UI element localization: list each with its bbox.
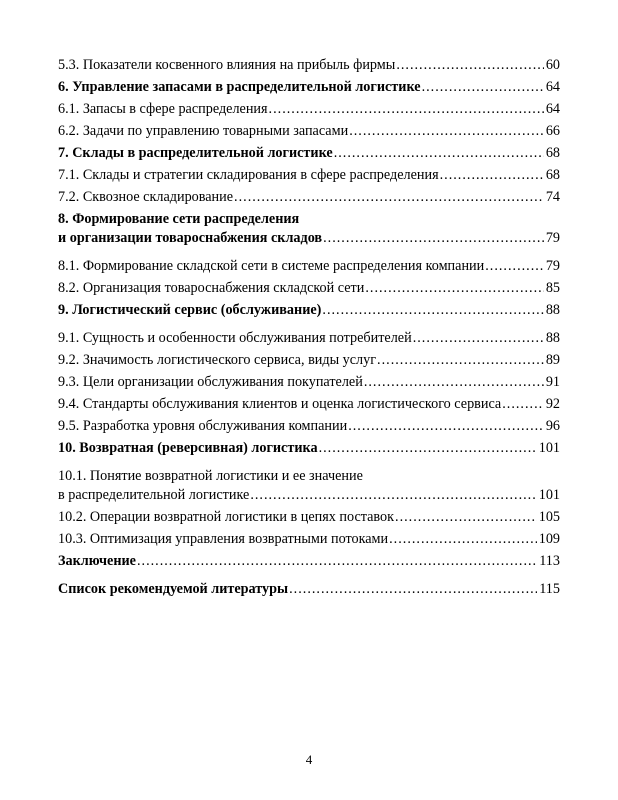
toc-entry-page: 74	[545, 189, 560, 205]
dot-leader	[502, 395, 544, 414]
toc-entry-page: 101	[538, 440, 560, 456]
toc-entry-title: 9.4. Стандарты обслуживания клиентов и оценка логистического сервиса	[58, 396, 502, 412]
toc-entry-title: 6. Управление запасами в распределительной логистике	[58, 79, 421, 95]
toc-entry-title: 5.3. Показатели косвенного влияния на прибыль фирмы	[58, 57, 396, 73]
toc-entry-conclusion	[58, 552, 560, 571]
dot-leader	[422, 78, 544, 97]
toc-entry-title: 7.1. Склады и стратегии складирования в сфере распределения	[58, 167, 439, 183]
dot-leader	[334, 144, 544, 163]
table-of-contents	[58, 56, 560, 599]
toc-entry-title: 9. Логистический сервис (обслуживание)	[58, 302, 322, 318]
toc-entry-page: 68	[545, 145, 560, 161]
dot-leader	[349, 122, 544, 141]
toc-entry-title: 7. Склады в распределительной логистике	[58, 145, 333, 161]
toc-entry-title: 8.2. Организация товароснабжения складской сети	[58, 280, 365, 296]
toc-entry-page: 101	[538, 487, 560, 503]
toc-entry-title: 10. Возвратная (реверсивная) логистика	[58, 440, 318, 456]
dot-leader	[289, 580, 537, 599]
toc-entry-6-2	[58, 122, 560, 141]
toc-entry-references	[58, 580, 560, 599]
toc-entry-title: Список рекомендуемой литературы	[58, 581, 289, 597]
dot-leader	[322, 301, 543, 320]
toc-entry-page: 113	[539, 553, 560, 569]
toc-entry-page: 92	[545, 396, 560, 412]
toc-entry-title-line1: 8. Формирование сети распределения	[58, 211, 300, 227]
toc-entry-9-2	[58, 351, 560, 370]
toc-entry-6-1	[58, 100, 560, 119]
dot-leader	[250, 486, 536, 505]
toc-entry-title: 7.2. Сквозное складирование	[58, 189, 234, 205]
toc-entry-6	[58, 78, 560, 97]
dot-leader	[323, 229, 544, 248]
dot-leader	[364, 373, 544, 392]
toc-entry-page: 85	[545, 280, 560, 296]
toc-entry-page: 105	[538, 509, 560, 525]
toc-entry-9-4	[58, 395, 560, 414]
toc-entry-title: 6.2. Задачи по управлению товарными запасами	[58, 123, 349, 139]
dot-leader	[440, 166, 544, 185]
toc-entry-title-line1: 10.1. Понятие возвратной логистики и ее значение	[58, 468, 363, 484]
dot-leader	[377, 351, 544, 370]
dot-leader	[365, 279, 543, 298]
toc-entry-10-1	[58, 467, 560, 505]
dot-leader	[234, 188, 544, 207]
dot-leader	[348, 417, 544, 436]
toc-entry-page: 96	[545, 418, 560, 434]
toc-entry-title: 9.3. Цели организации обслуживания покупателей	[58, 374, 363, 390]
toc-entry-8	[58, 210, 560, 248]
dot-leader	[485, 257, 544, 276]
toc-entry-page: 68	[545, 167, 560, 183]
toc-entry-title: 6.1. Запасы в сфере распределения	[58, 101, 268, 117]
toc-entry-page: 64	[545, 79, 560, 95]
toc-entry-page: 91	[545, 374, 560, 390]
toc-entry-page: 64	[545, 101, 560, 117]
toc-entry-9-1	[58, 329, 560, 348]
toc-entry-page: 60	[545, 57, 560, 73]
dot-leader	[396, 56, 544, 75]
toc-entry-title: Заключение	[58, 553, 136, 569]
toc-entry-page: 115	[539, 581, 560, 597]
toc-entry-page: 89	[545, 352, 560, 368]
toc-entry-title: 10.2. Операции возвратной логистики в цепях поставок	[58, 509, 395, 525]
toc-entry-title: 9.2. Значимость логистического сервиса, виды услуг	[58, 352, 377, 368]
toc-entry-8-1	[58, 257, 560, 276]
toc-entry-page: 66	[545, 123, 560, 139]
toc-entry-page: 88	[545, 330, 560, 346]
toc-entry-9	[58, 301, 560, 320]
toc-entry-9-5	[58, 417, 560, 436]
toc-entry-title: и организации товароснабжения складов	[58, 230, 323, 246]
toc-entry-8-2	[58, 279, 560, 298]
toc-entry-title: в распределительной логистике	[58, 487, 250, 503]
toc-entry-7-2	[58, 188, 560, 207]
toc-entry-10-2	[58, 508, 560, 527]
dot-leader	[137, 552, 537, 571]
toc-entry-5-3	[58, 56, 560, 75]
toc-entry-7	[58, 144, 560, 163]
dot-leader	[389, 530, 537, 549]
toc-entry-9-3	[58, 373, 560, 392]
toc-entry-page: 79	[545, 230, 560, 246]
dot-leader	[413, 329, 544, 348]
toc-entry-page: 109	[538, 531, 560, 547]
toc-entry-title: 10.3. Оптимизация управления возвратными потоками	[58, 531, 389, 547]
dot-leader	[319, 439, 537, 458]
toc-entry-page: 79	[545, 258, 560, 274]
dot-leader	[269, 100, 544, 119]
toc-entry-7-1	[58, 166, 560, 185]
dot-leader	[395, 508, 537, 527]
toc-entry-10	[58, 439, 560, 458]
toc-entry-title: 8.1. Формирование складской сети в системе распределения компании	[58, 258, 485, 274]
toc-entry-title: 9.1. Сущность и особенности обслуживания потребителей	[58, 330, 412, 346]
toc-entry-10-3	[58, 530, 560, 549]
toc-entry-page: 88	[545, 302, 560, 318]
page-number: 4	[305, 752, 313, 767]
toc-entry-title: 9.5. Разработка уровня обслуживания компании	[58, 418, 348, 434]
